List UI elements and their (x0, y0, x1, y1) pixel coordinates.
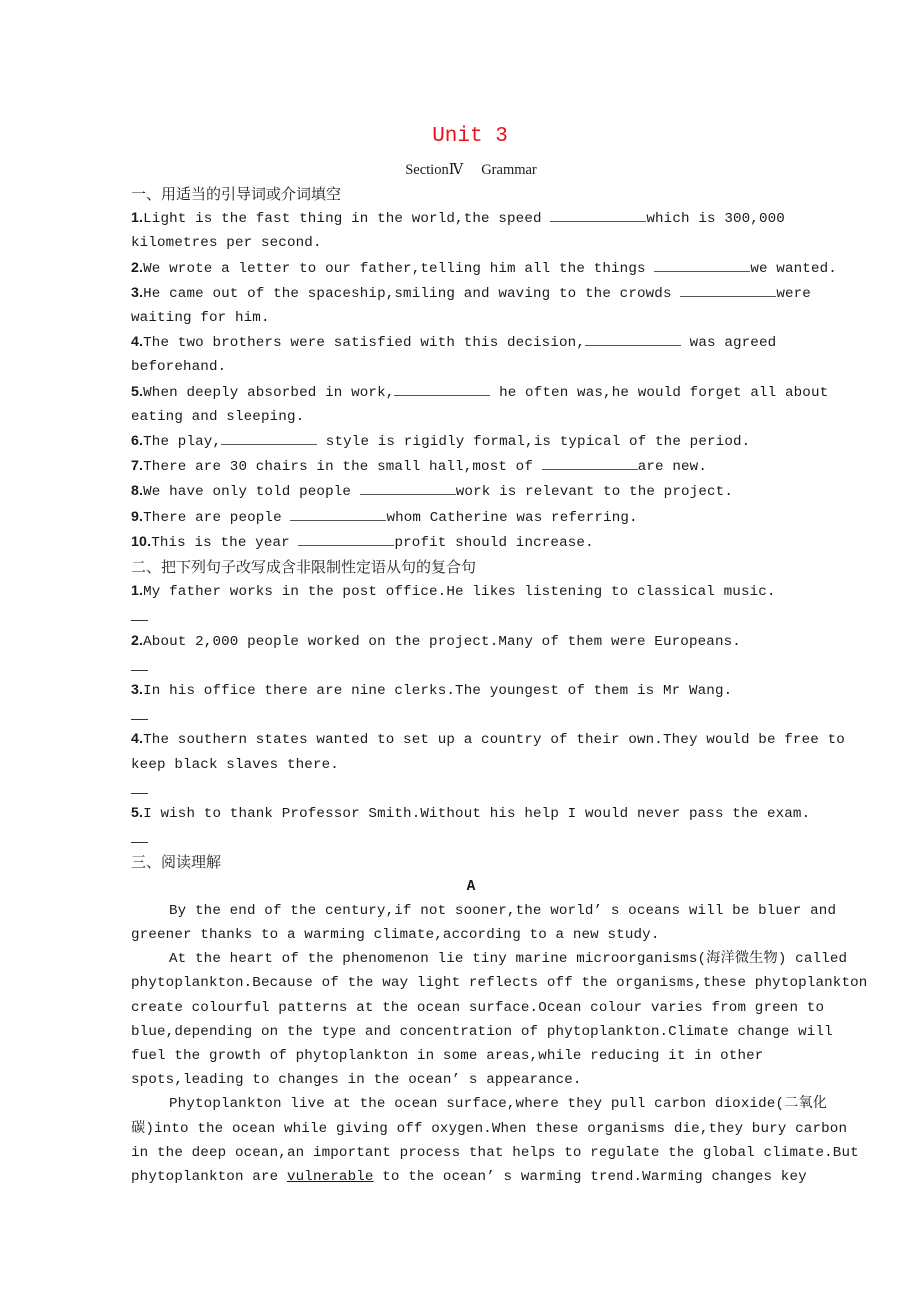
answer-line[interactable] (131, 654, 811, 678)
item-number: 5. (131, 805, 144, 822)
item-text: In his office there are nine clerks.The youngest of them is Mr Wang. (143, 683, 733, 700)
item-text: We wrote a letter to our father,telling him all the things (143, 260, 655, 277)
fill-blank[interactable] (550, 207, 646, 222)
item-number: 9. (131, 508, 144, 525)
item-text-continued: kilometres per second. (131, 235, 322, 252)
paragraph-line: spots,leading to changes in the ocean’ s appearance. (131, 1072, 582, 1089)
item-text: About 2,000 people worked on the project.Many of them were Europeans. (143, 633, 741, 650)
passage-paragraph-2 (131, 947, 868, 1092)
document-page (131, 120, 868, 1189)
fill-blank[interactable] (290, 506, 386, 521)
paragraph-line: greener thanks to a warming climate,according to a new study. (131, 927, 660, 944)
item-number: 2. (131, 632, 144, 649)
answer-line[interactable] (131, 703, 811, 727)
part1-item-1 (131, 206, 811, 255)
item-text: are new. (637, 459, 707, 476)
answer-line[interactable] (131, 777, 811, 801)
item-text: We have only told people (143, 484, 360, 501)
item-number: 8. (131, 483, 144, 500)
item-text: was agreed (681, 335, 777, 352)
unit-title: Unit 3 (432, 125, 508, 148)
item-number: 4. (131, 731, 144, 748)
item-number: 5. (131, 383, 144, 400)
paragraph-line: Phytoplankton live at the ocean surface,where they pull carbon dioxide(二氧化 (169, 1096, 828, 1113)
part2-item-2 (131, 629, 811, 678)
paragraph-line: create colourful patterns at the ocean surface.Ocean colour varies from green to (131, 999, 825, 1016)
part1-item-7 (131, 454, 811, 479)
answer-line[interactable] (131, 604, 811, 628)
fill-blank[interactable] (360, 480, 456, 495)
fill-blank[interactable] (542, 455, 638, 470)
item-text-continued: eating and sleeping. (131, 408, 305, 425)
paragraph-line: blue,depending on the type and concentration of phytoplankton.Climate change will (131, 1023, 833, 1040)
part1-heading: 一、用适当的引导词或介词填空 (131, 185, 342, 203)
part1-item-2 (131, 256, 837, 281)
part1-item-3 (131, 281, 811, 330)
item-text: style is rigidly formal,is typical of the period. (317, 434, 751, 451)
item-text: which is 300,000 (646, 211, 785, 228)
part1-item-6 (131, 429, 811, 454)
item-number: 3. (131, 682, 144, 699)
paragraph-line: phytoplankton.Because of the way light reflects off the organisms,these phytoplankton (131, 975, 868, 992)
item-text: There are 30 chairs in the small hall,most of (143, 459, 542, 476)
paragraph-line: 碳)into the ocean while giving off oxygen.When these organisms die,they bury carbon (131, 1120, 848, 1137)
part1-item-9 (131, 505, 811, 530)
item-text: work is relevant to the project. (455, 484, 733, 501)
item-text: The southern states wanted to set up a country of their own.They would be free to (143, 732, 845, 749)
item-number: 1. (131, 583, 144, 600)
fill-blank[interactable] (680, 282, 776, 297)
item-text: He came out of the spaceship,smiling and waving to the crowds (143, 285, 681, 302)
paragraph-line: phytoplankton are (131, 1169, 287, 1186)
paragraph-line: to the ocean’ s warming trend.Warming changes key (373, 1169, 807, 1186)
fill-blank[interactable] (298, 531, 394, 546)
item-number: 2. (131, 259, 144, 276)
item-text: When deeply absorbed in work, (143, 384, 395, 401)
paragraph-line: By the end of the century,if not sooner,the world’ s oceans will be bluer and (169, 902, 837, 919)
item-text-continued: beforehand. (131, 359, 227, 376)
fill-blank[interactable] (394, 381, 490, 396)
item-text: There are people (143, 509, 291, 526)
part1-item-10 (131, 530, 811, 555)
underlined-vocab-word: vulnerable (286, 1169, 374, 1186)
item-text: The play, (143, 434, 222, 451)
item-text: The two brothers were satisfied with this decision, (143, 335, 585, 352)
part1-item-4 (131, 330, 811, 379)
section-topic: Grammar (481, 162, 537, 178)
item-number: 1. (131, 210, 144, 227)
paragraph-line: fuel the growth of phytoplankton in some areas,while reducing it in other (131, 1048, 764, 1065)
item-number: 6. (131, 433, 144, 450)
part1-item-8 (131, 479, 811, 504)
item-text: were (776, 285, 811, 302)
item-text-continued: waiting for him. (131, 310, 270, 327)
part1-item-5 (131, 380, 829, 429)
section-label: SectionⅣ (405, 162, 464, 178)
part2-heading: 二、把下列句子改写成含非限制性定语从句的复合句 (131, 558, 477, 577)
item-text: I wish to thank Professor Smith.Without his help I would never pass the exam. (143, 806, 811, 823)
section-subtitle (131, 158, 811, 182)
fill-blank[interactable] (585, 331, 681, 346)
item-text: whom Catherine was referring. (386, 509, 638, 526)
part3-heading: 三、阅读理解 (131, 853, 222, 872)
item-number: 3. (131, 284, 144, 301)
item-number: 7. (131, 458, 144, 475)
item-text-continued: keep black slaves there. (131, 756, 339, 773)
item-text: My father works in the post office.He likes listening to classical music. (143, 584, 776, 601)
answer-line[interactable] (131, 826, 811, 850)
item-number: 4. (131, 334, 144, 351)
item-text: This is the year (151, 534, 299, 551)
passage-label: A (466, 878, 476, 895)
item-text: profit should increase. (394, 534, 594, 551)
part2-item-1 (131, 579, 811, 628)
fill-blank[interactable] (654, 257, 750, 272)
passage-paragraph-1 (131, 899, 837, 947)
item-number: 10. (131, 533, 152, 550)
passage-paragraph-3 (131, 1092, 859, 1189)
item-text: he often was,he would forget all about (490, 384, 829, 401)
part2-item-4 (131, 727, 845, 801)
fill-blank[interactable] (221, 430, 317, 445)
part2-item-5 (131, 801, 811, 850)
paragraph-line: in the deep ocean,an important process that helps to regulate the global climate.But (131, 1144, 859, 1161)
item-text: Light is the fast thing in the world,the speed (143, 211, 551, 228)
paragraph-line: At the heart of the phenomenon lie tiny marine microorganisms(海洋微生物) called (169, 951, 848, 968)
part2-item-3 (131, 678, 811, 727)
item-text: we wanted. (750, 260, 837, 277)
